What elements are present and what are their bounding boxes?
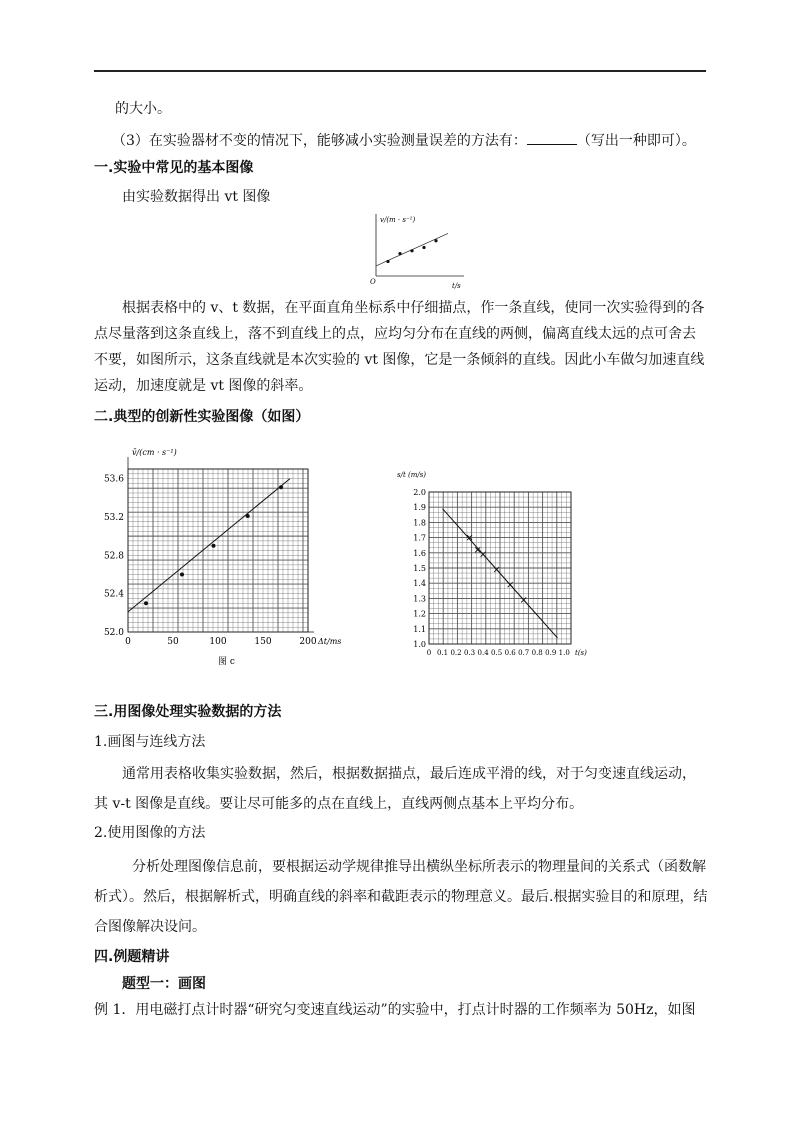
x-tick-label: 0.9 <box>545 649 557 657</box>
data-point <box>434 239 437 242</box>
y-tick-label: 52.4 <box>103 589 124 600</box>
fit-line <box>128 479 290 612</box>
y-tick-label: 1.0 <box>413 640 426 649</box>
x-tick-label: 50 <box>167 637 179 647</box>
data-point <box>144 601 148 605</box>
data-point <box>386 260 389 263</box>
x-tick-label: 1.0 <box>558 649 570 657</box>
y-axis-label: s/t (m/s) <box>397 471 427 479</box>
answer-blank <box>527 132 577 145</box>
y-tick-label: 53.2 <box>103 512 124 523</box>
vt-basic-chart <box>362 212 466 292</box>
data-point <box>279 485 283 489</box>
example-1: 例 1．用电磁打点计时器“研究匀变速直线运动”的实验中，打点计时器的工作频率为 50Hz，如图 <box>94 1002 696 1018</box>
x-tick-label: 0.2 <box>450 649 462 657</box>
question-3 <box>112 132 696 148</box>
section-2: 2.使用图像的方法 <box>94 825 206 841</box>
paragraph-3: 通常用表格收集实验数据，然后，根据数据描点，最后连成平滑的线，对于匀变速直线运动，其 v-t 图像是直线。要让尽可能多的点在直线上，直线两侧点基本上平均分布。 <box>94 766 696 812</box>
y-tick-label: 2.0 <box>413 488 426 497</box>
origin-label: O <box>370 278 376 286</box>
question-3-prefix: （3）在实验器材不变的情况下，能够减小实验测量误差的方法有： <box>112 133 527 149</box>
y-tick-label: 1.8 <box>413 518 426 528</box>
velocity-dt-chart <box>100 440 360 670</box>
x-tick-label: 0.7 <box>518 649 530 657</box>
data-point <box>246 514 250 518</box>
y-tick-label: 1.7 <box>413 533 426 543</box>
figure-caption: 图 c <box>218 657 235 667</box>
x-axis-label: Δt/ms <box>318 637 342 646</box>
y-tick-label: 1.4 <box>413 579 426 589</box>
x-tick-label: 0.5 <box>491 649 503 657</box>
data-point <box>398 252 401 255</box>
x-tick-label: 0.3 <box>464 649 476 657</box>
heading-2: 二.典型的创新性实验图像（如图） <box>94 409 310 425</box>
y-axis-label: v̄/(cm · s⁻¹) <box>132 448 177 457</box>
x-tick-label: 0 <box>125 637 131 647</box>
y-tick-label: 53.6 <box>103 474 124 485</box>
s-over-t-chart <box>395 465 625 660</box>
x-tick-label: 0.8 <box>531 649 543 657</box>
x-tick-label: 0.1 <box>436 649 449 657</box>
y-tick-label: 1.3 <box>413 594 426 604</box>
x-axis-label: t/s <box>452 282 461 290</box>
heading-1: 一.实验中常见的基本图像 <box>94 160 254 176</box>
data-point <box>212 544 216 548</box>
x-tick-label: 0.4 <box>477 649 489 657</box>
data-point <box>180 572 184 576</box>
x-tick-label: 0.6 <box>504 649 516 657</box>
y-tick-label: 52.8 <box>103 551 124 562</box>
y-axis-label: v/(m · s⁻¹) <box>380 216 416 224</box>
x-tick-label: 150 <box>254 637 272 647</box>
line-1: 的大小。 <box>115 101 171 117</box>
question-type-1: 题型一：画图 <box>122 976 206 992</box>
paragraph-1: 由实验数据得出 vt 图像 <box>122 189 271 205</box>
x-axis-label: t(s) <box>575 649 587 657</box>
y-tick-label: 1.5 <box>413 564 426 573</box>
y-tick-label: 52.0 <box>103 628 124 638</box>
y-tick-label: 1.6 <box>413 548 426 558</box>
data-point <box>410 249 413 252</box>
x-tick-label: 200 <box>299 637 317 647</box>
heading-3: 三.用图像处理实验数据的方法 <box>94 704 282 720</box>
x-tick-label: 100 <box>209 637 227 647</box>
header-rule <box>94 70 706 72</box>
heading-4: 四.例题精讲 <box>94 949 170 965</box>
x-tick-label: 0 <box>426 649 432 657</box>
paragraph-2: 根据表格中的 v、t 数据，在平面直角坐标系中仔细描点，作一条直线，使同一次实验得到的各点尽量落到这条直线上，落不到直线上的点，应均匀分布在直线的两侧，偏离直线太远的点可舍去不要，如图所示，这条直线就是本次实验的 vt 图像，它是一条倾斜的直线。因此小车做匀加速直线运动，加速度就是 vt 图像的斜率。 <box>94 300 705 394</box>
paragraph-4: 分析处理图像信息前，要根据运动学规律推导出横纵坐标所表示的物理量间的关系式（函数解析式）。然后，根据解析式，明确直线的斜率和截距表示的物理意义。最后.根据实验目的和原理，结合图像解决设问。 <box>94 859 708 935</box>
y-tick-label: 1.2 <box>413 609 426 619</box>
y-tick-label: 1.1 <box>413 624 426 634</box>
y-tick-label: 1.9 <box>413 503 426 513</box>
question-3-suffix: （写出一种即可）。 <box>576 133 696 149</box>
section-1: 1.画图与连线方法 <box>94 734 206 750</box>
data-point <box>422 246 425 249</box>
